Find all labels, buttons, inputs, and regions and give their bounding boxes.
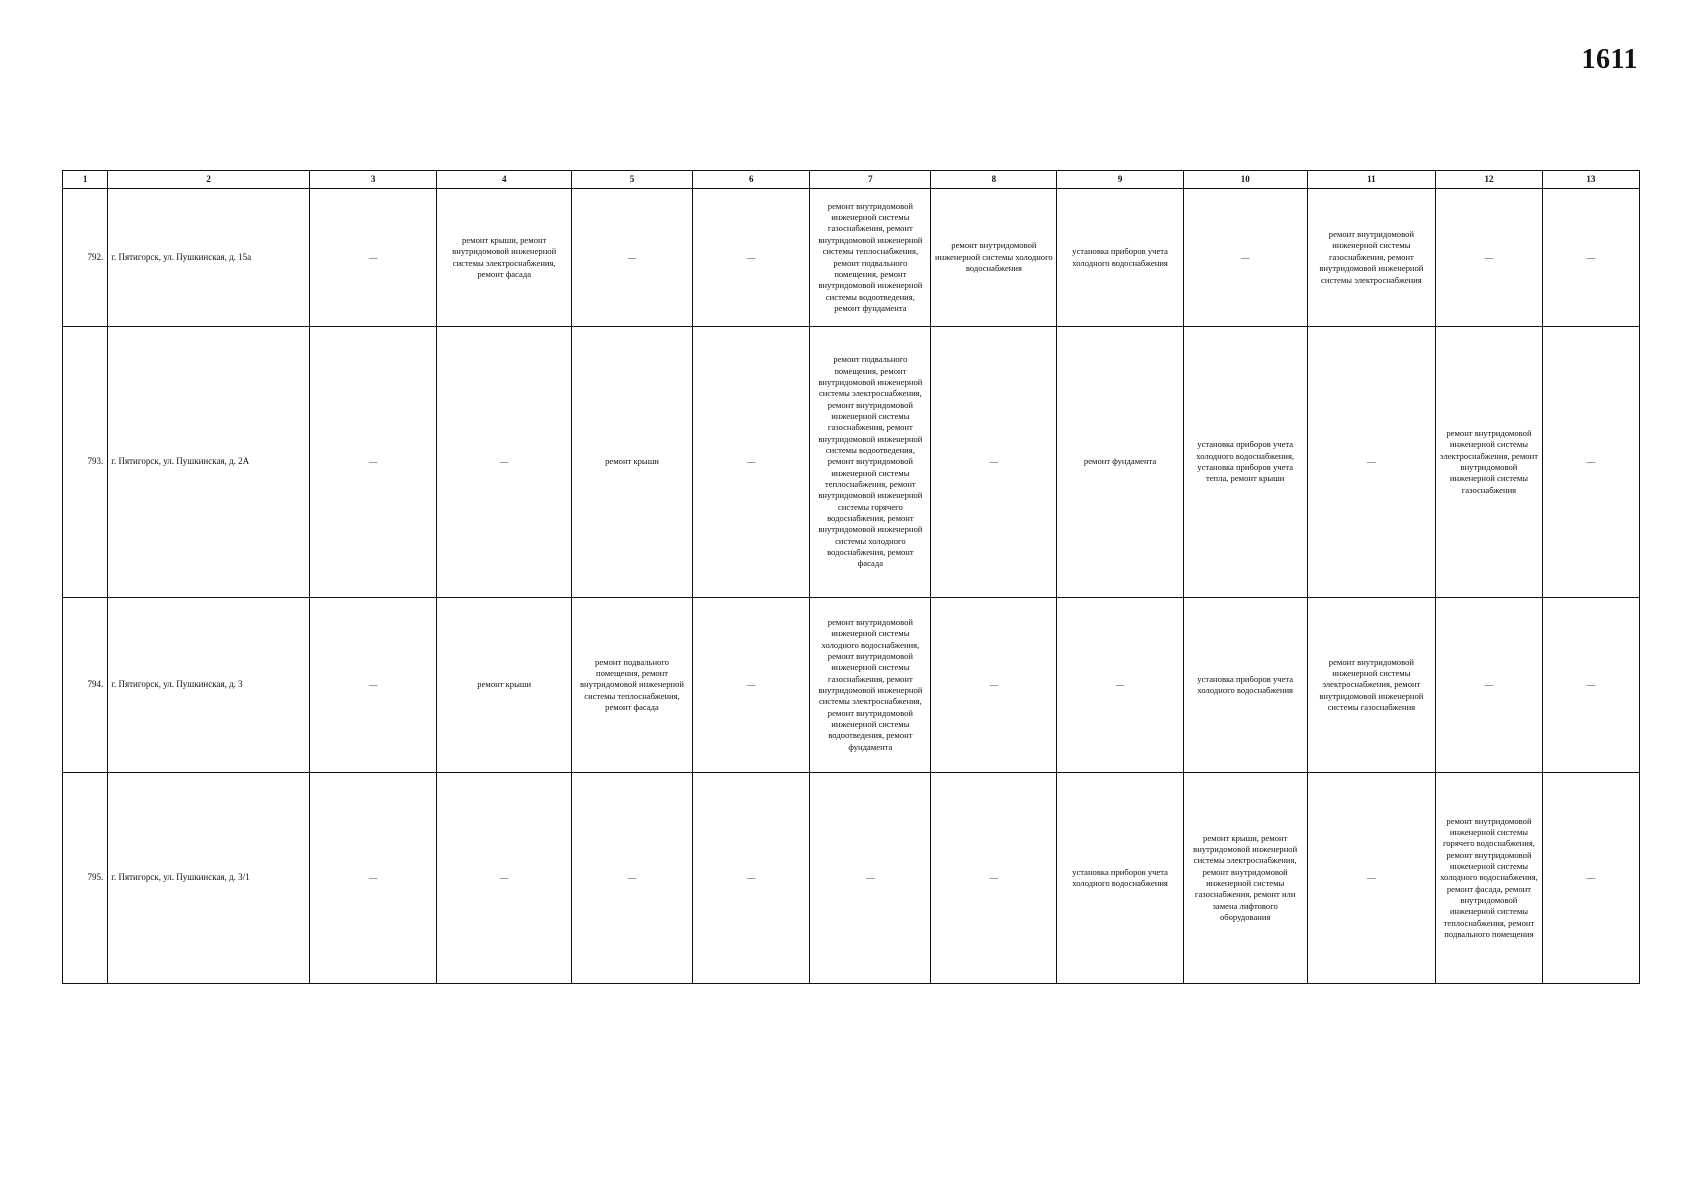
building-address: г. Пятигорск, ул. Пушкинская, д. 2А [108,327,310,598]
work-cell: ремонт внутридомовой инженерной системы газоснабжения, ремонт внутридомовой инженерной системы электроснабжения [1307,189,1435,327]
column-header: 6 [692,171,810,189]
work-cell: ремонт крыши [437,598,572,773]
row-number: 794. [63,598,108,773]
work-cell: ремонт внутридомовой инженерной системы газоснабжения, ремонт внутридомовой инженерной системы теплоснабжения, ремонт подвального помещения, ремонт внутридомовой инженерной системы водоотведения, ремонт фундамента [810,189,931,327]
work-cell: установка приборов учета холодного водоснабжения [1183,598,1307,773]
column-header: 2 [108,171,310,189]
work-cell: — [1307,327,1435,598]
work-cell: ремонт внутридомовой инженерной системы холодного водоснабжения, ремонт внутридомовой инженерной системы газоснабжения, ремонт внутридомовой инженерной системы электроснабжения, ремонт внутридомовой инженерной системы водоотведения, ремонт фундамента [810,598,931,773]
column-header: 11 [1307,171,1435,189]
work-cell: ремонт внутридомовой инженерной системы холодного водоснабжения [931,189,1057,327]
work-cell: — [572,773,693,984]
work-cell: — [1183,189,1307,327]
work-cell: — [437,773,572,984]
work-cell: установка приборов учета холодного водоснабжения [1057,189,1183,327]
work-cell: — [1436,598,1543,773]
work-cell: — [692,327,810,598]
work-cell: — [572,189,693,327]
page-number: 1611 [1581,44,1638,75]
column-header: 5 [572,171,693,189]
table-row [63,773,1640,984]
work-cell: — [692,773,810,984]
work-cell: — [1542,189,1639,327]
work-cell: — [1057,598,1183,773]
column-header: 1 [63,171,108,189]
column-header: 9 [1057,171,1183,189]
work-cell: — [931,598,1057,773]
work-cell: — [810,773,931,984]
table-row [63,598,1640,773]
building-address: г. Пятигорск, ул. Пушкинская, д. 15а [108,189,310,327]
work-cell: — [931,773,1057,984]
repair-schedule-table [62,170,1640,984]
work-cell: — [1307,773,1435,984]
work-cell: — [310,773,437,984]
row-number: 793. [63,327,108,598]
column-header: 8 [931,171,1057,189]
table-row [63,327,1640,598]
work-cell: — [1436,189,1543,327]
column-header: 7 [810,171,931,189]
building-address: г. Пятигорск, ул. Пушкинская, д. 3/1 [108,773,310,984]
work-cell: установка приборов учета холодного водоснабжения [1057,773,1183,984]
table-row [63,189,1640,327]
work-cell: ремонт крыши, ремонт внутридомовой инженерной системы электроснабжения, ремонт фасада [437,189,572,327]
work-cell: — [437,327,572,598]
row-number: 795. [63,773,108,984]
column-header: 10 [1183,171,1307,189]
work-cell: ремонт внутридомовой инженерной системы электроснабжения, ремонт внутридомовой инженерной системы газоснабжения [1307,598,1435,773]
column-header: 3 [310,171,437,189]
work-cell: — [310,598,437,773]
work-cell: — [931,327,1057,598]
work-cell: — [310,189,437,327]
work-cell: — [1542,598,1639,773]
work-cell: ремонт подвального помещения, ремонт внутридомовой инженерной системы теплоснабжения, ремонт фасада [572,598,693,773]
row-number: 792. [63,189,108,327]
register-sheet [62,170,1640,984]
work-cell: ремонт фундамента [1057,327,1183,598]
work-cell: установка приборов учета холодного водоснабжения, установка приборов учета тепла, ремонт крыши [1183,327,1307,598]
work-cell: ремонт внутридомовой инженерной системы электроснабжения, ремонт внутридомовой инженерной системы газоснабжения [1436,327,1543,598]
column-header: 12 [1436,171,1543,189]
work-cell: ремонт подвального помещения, ремонт внутридомовой инженерной системы электроснабжения, ремонт внутридомовой инженерной системы газоснабжения, ремонт внутридомовой инженерной системы водоотведения, ремонт внутридомовой инженерной системы теплоснабжения, ремонт внутридомовой инженерной системы горячего водоснабжения, ремонт внутридомовой инженерной системы холодного водоснабжения, ремонт фасада [810,327,931,598]
work-cell: — [692,189,810,327]
column-header: 13 [1542,171,1639,189]
column-number-row [63,171,1640,189]
work-cell: ремонт крыши [572,327,693,598]
building-address: г. Пятигорск, ул. Пушкинская, д. 3 [108,598,310,773]
work-cell: — [1542,773,1639,984]
work-cell: — [310,327,437,598]
work-cell: ремонт крыши, ремонт внутридомовой инженерной системы электроснабжения, ремонт внутридомовой инженерной системы газоснабжения, ремонт или замена лифтового оборудования [1183,773,1307,984]
work-cell: ремонт внутридомовой инженерной системы горячего водоснабжения, ремонт внутридомовой инженерной системы холодного водоснабжения, ремонт фасада, ремонт внутридомовой инженерной системы теплоснабжения, ремонт подвального помещения [1436,773,1543,984]
work-cell: — [1542,327,1639,598]
column-header: 4 [437,171,572,189]
work-cell: — [692,598,810,773]
